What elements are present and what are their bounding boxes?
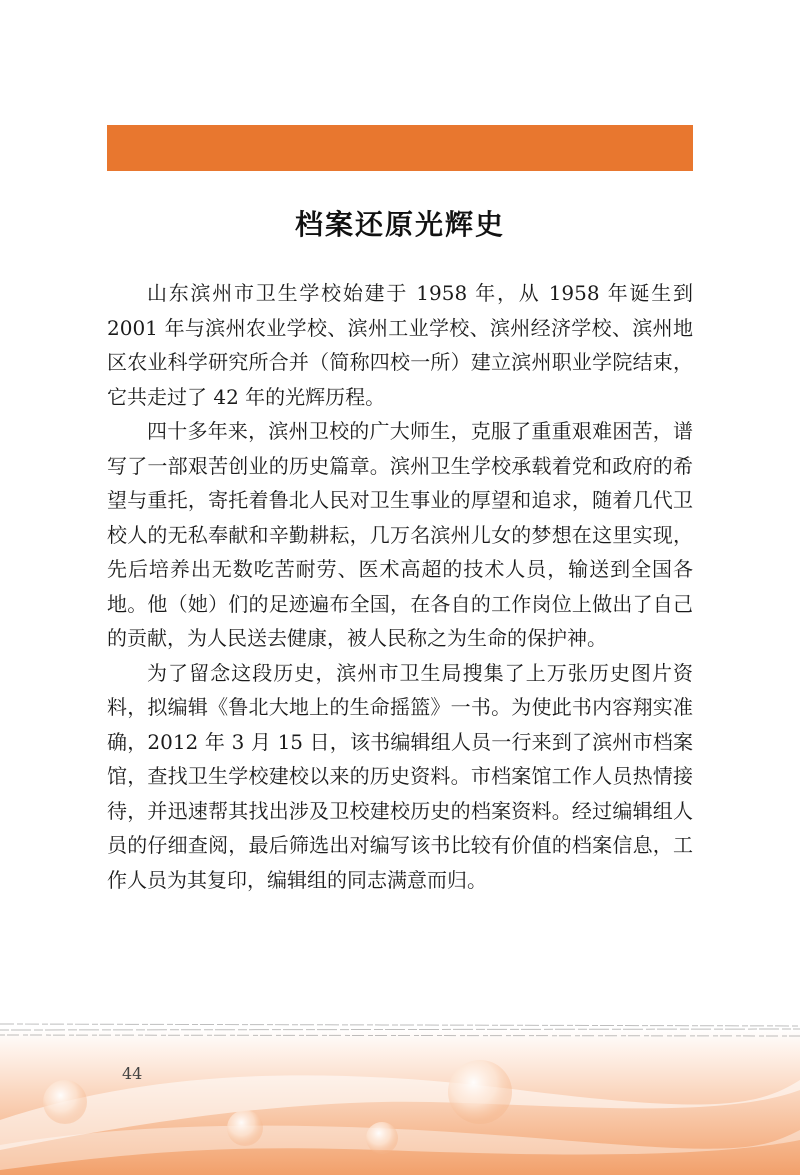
article-title: 档案还原光辉史	[294, 208, 505, 241]
article-body	[107, 276, 693, 897]
page-number: 44	[122, 1064, 143, 1083]
paragraph: 四十多年来，滨州卫校的广大师生，克服了重重艰难困苦，谱写了一部艰苦创业的历史篇章。滨州卫生学校承载着党和政府的希望与重托，寄托着鲁北人民对卫生事业的厚望和追求，随着几代卫校人的无私奉献和辛勤耕耘，几万名滨州儿女的梦想在这里实现，先后培养出无数吃苦耐劳、医术高超的技术人员，输送到全国各地。他（她）们的足迹遍布全国，在各自的工作岗位上做出了自己的贡献，为人民送去健康，被人民称之为生命的保护神。	[107, 419, 693, 650]
paragraph: 山东滨州市卫生学校始建于 1958 年，从 1958 年诞生到 2001 年与滨州农业学校、滨州工业学校、滨州经济学校、滨州地区农业科学研究所合并（简称四校一所）建立滨州职业学院结束，它共走过了 42 年的光辉历程。	[107, 281, 693, 409]
header-banner	[107, 125, 693, 171]
footer-decoration	[0, 1010, 800, 1175]
paragraph: 为了留念这段历史，滨州市卫生局搜集了上万张历史图片资料，拟编辑《鲁北大地上的生命摇篮》一书。为使此书内容翔实准确，2012 年 3 月 15 日，该书编辑组人员一行来到了滨州市档案馆，查找卫生学校建校以来的历史资料。市档案馆工作人员热情接待，并迅速帮其找出涉及卫校建校历史的档案资料。经过编辑组人员的仔细查阅，最后筛选出对编写该书比较有价值的档案信息，工作人员为其复印，编辑组的同志满意而归。	[107, 660, 693, 892]
